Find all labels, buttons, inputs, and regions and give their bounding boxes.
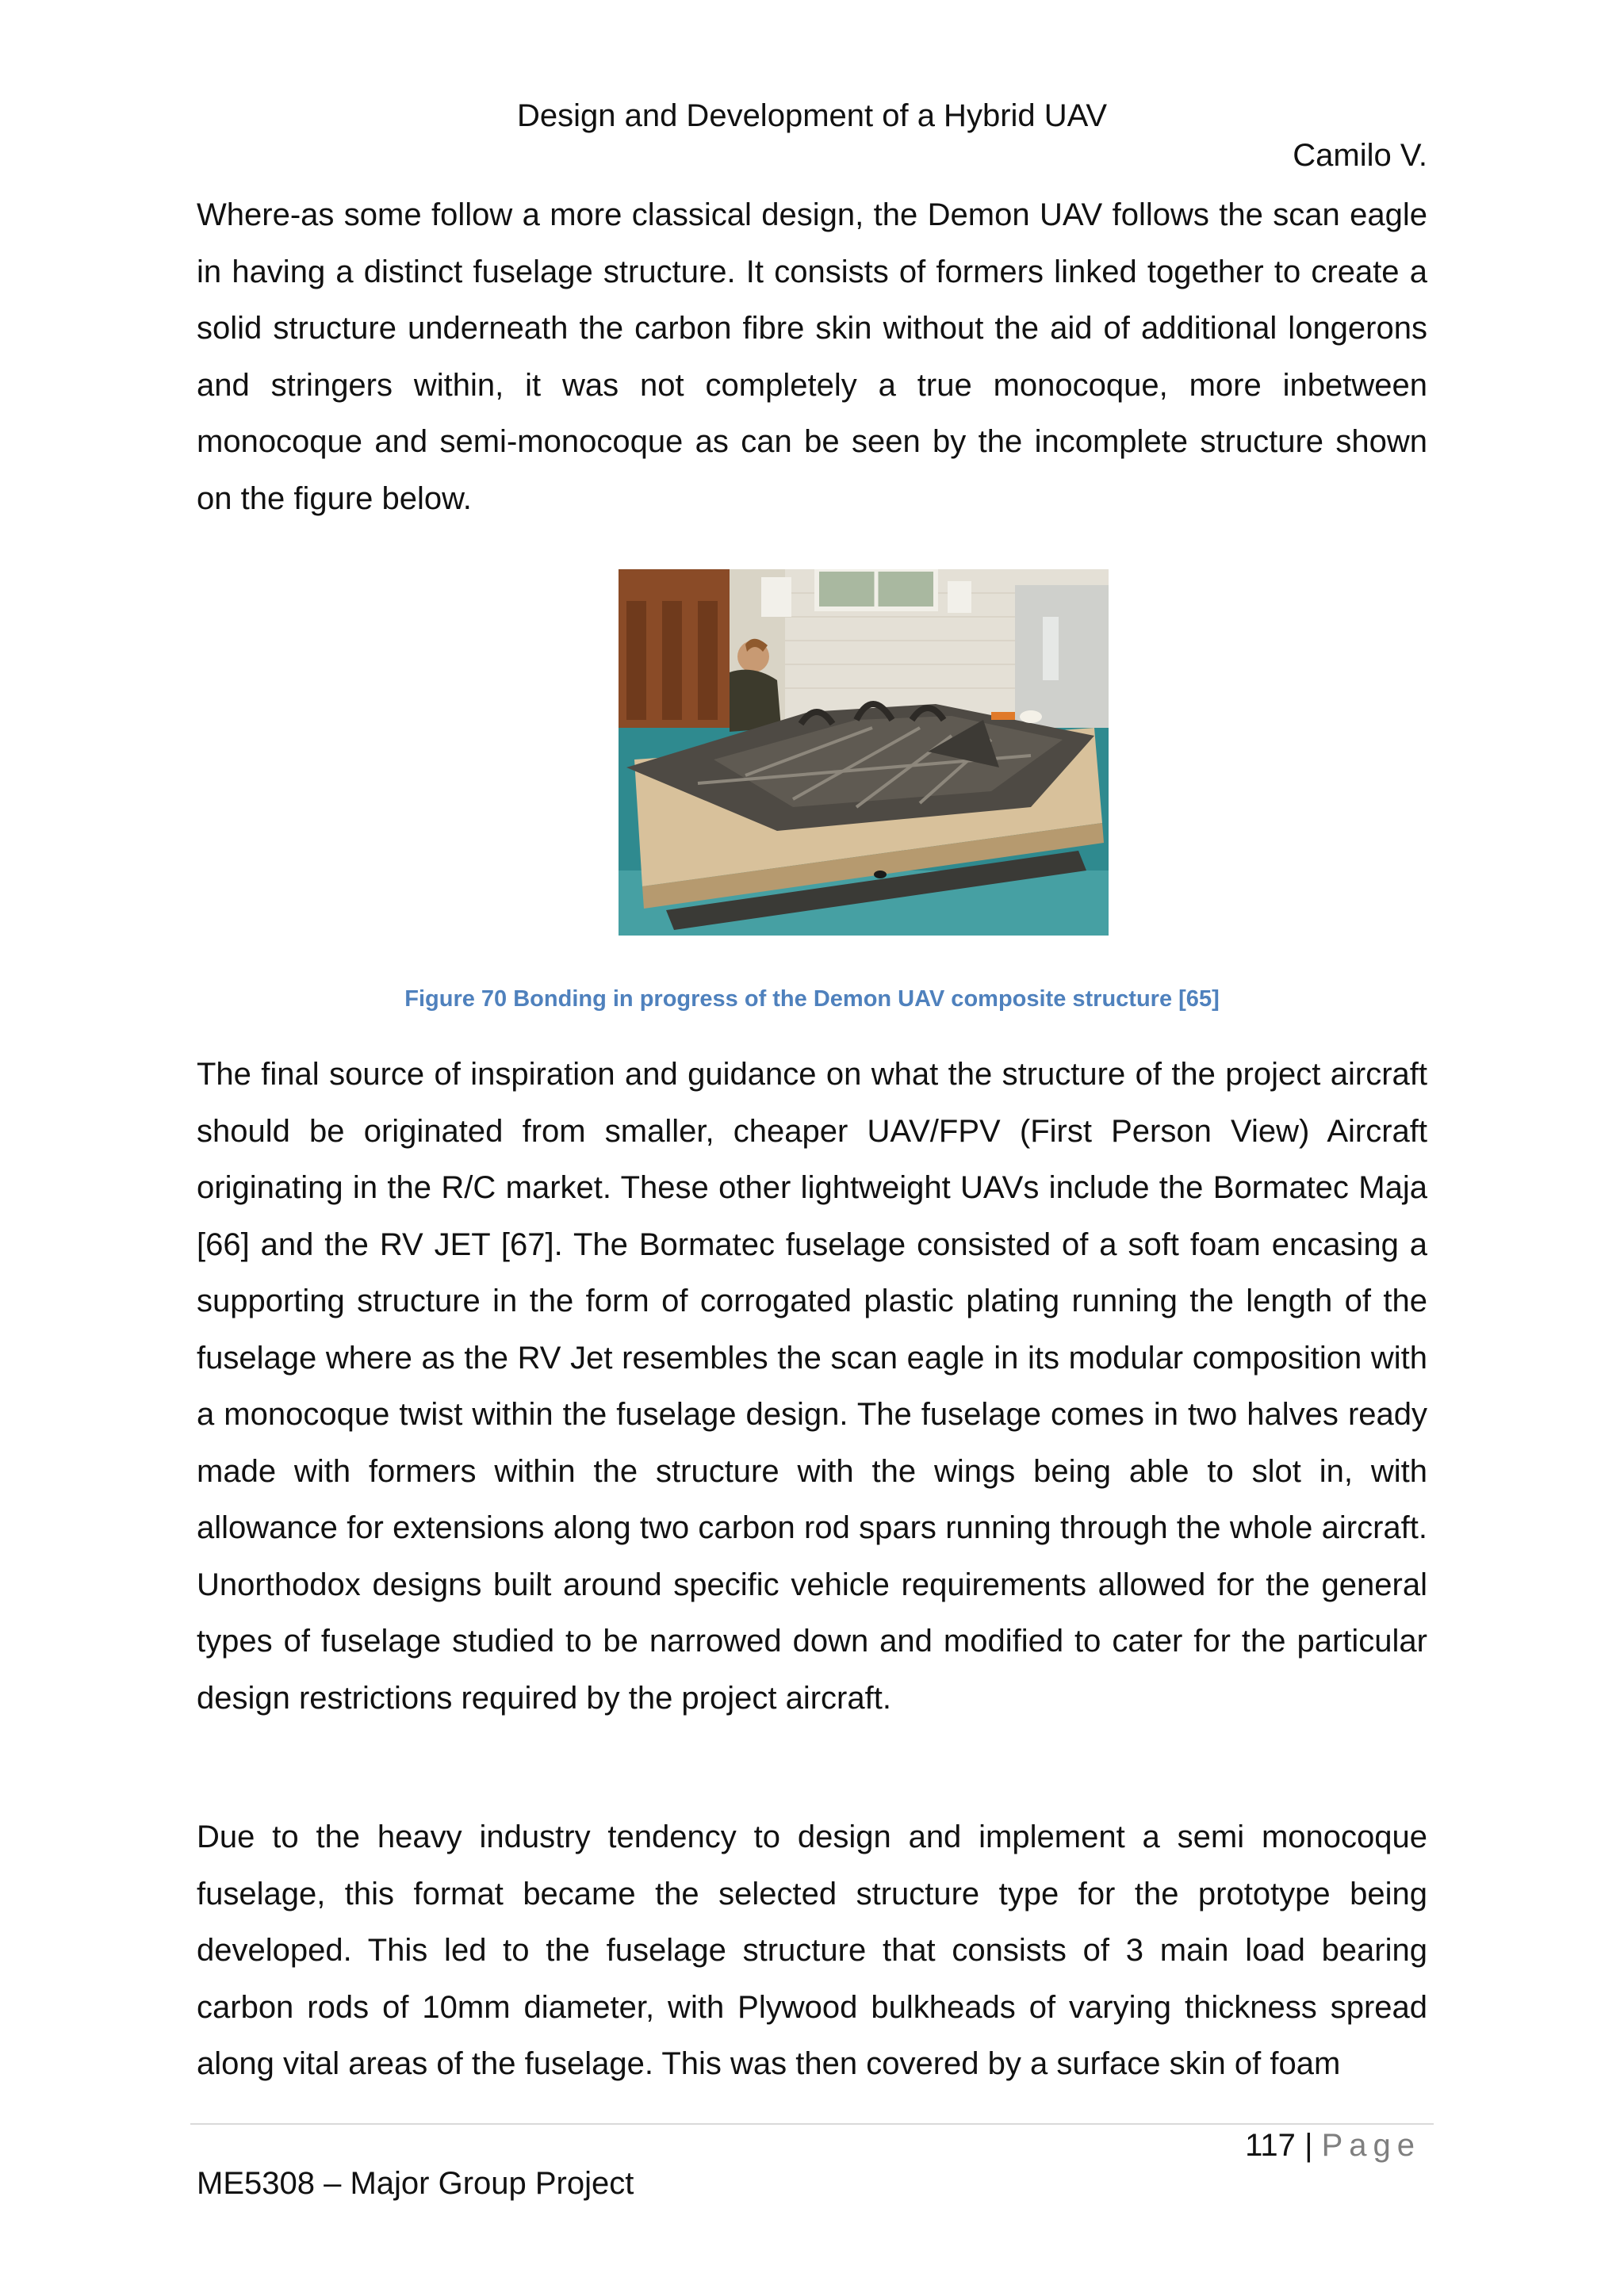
page-number-separator: | <box>1304 2128 1313 2163</box>
figure-caption: Figure 70 Bonding in progress of the Demon UAV composite structure [65] <box>404 986 1220 1012</box>
page-label: Page <box>1321 2128 1421 2163</box>
footer-course: ME5308 – Major Group Project <box>197 2166 634 2201</box>
page-number <box>1245 2123 1421 2168</box>
page-header-title: Design and Development of a Hybrid UAV <box>516 98 1108 133</box>
page-header-author: Camilo V. <box>1293 138 1427 173</box>
body-paragraph: Where-as some follow a more classical design, the Demon UAV follows the scan eagle in having a distinct fuselage structure. It consists of formers linked together to create a solid structure underneath the carbon fibre skin without the aid of additional longerons and stringers within, it was not completely a true monocoque, more inbetween monocoque and semi-monocoque as can be seen by the incomplete structure shown on the figure below. <box>197 197 1427 516</box>
figure-image-demon-uav <box>619 569 1109 936</box>
body-paragraph: Due to the heavy industry tendency to design and implement a semi monocoque fuselage, this format became the selected structure type for the prototype being developed. This led to the fuselage structure that consists of 3 main load bearing carbon rods of 10mm diameter, with Plywood bulkheads of varying thickness spread along vital areas of the fuselage. This was then covered by a surface skin of foam <box>197 1820 1427 2081</box>
body-paragraph: The final source of inspiration and guidance on what the structure of the project aircraft should be originated from smaller, cheaper UAV/FPV (First Person View) Aircraft originating in the R/C market. These other lightweight UAVs include the Bormatec Maja [66] and the RV JET [67]. The Bormatec fuselage consisted of a soft foam encasing a supporting structure in the form of corrogated plastic plating running the length of the fuselage where as the RV Jet resembles the scan eagle in its modular composition with a monocoque twist within the fuselage design. The fuselage comes in two halves ready made with formers within the structure with the wings being able to slot in, with allowance for extensions along two carbon rod spars running through the whole aircraft. Unorthodox designs built around specific vehicle requirements allowed for the general types of fuselage studied to be narrowed down and modified to cater for the particular design restrictions required by the project aircraft. <box>197 1057 1427 1716</box>
page-number-value: 117 <box>1245 2128 1296 2163</box>
